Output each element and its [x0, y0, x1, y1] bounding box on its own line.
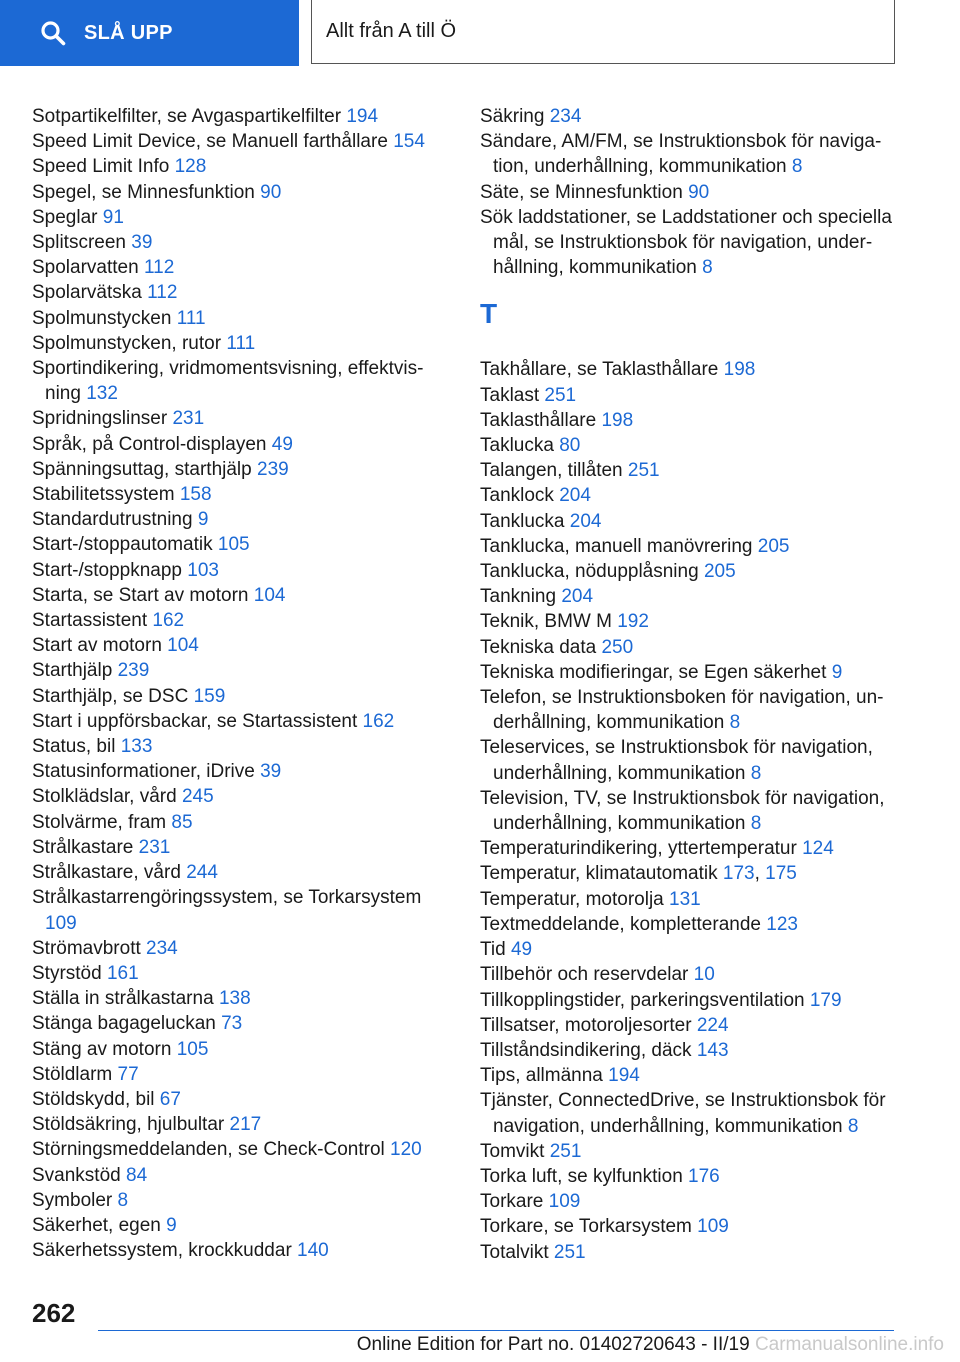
index-entry-term: Säkerhet, egen	[32, 1214, 161, 1236]
index-entry	[32, 608, 442, 633]
page-number: 262	[32, 1298, 76, 1328]
page-reference-link[interactable]: 105	[176, 1038, 209, 1060]
index-entry	[480, 408, 910, 433]
index-group-t	[480, 357, 910, 1264]
page-reference-link[interactable]: 49	[271, 433, 293, 455]
page-reference-link[interactable]: 143	[696, 1039, 729, 1061]
index-entry	[480, 660, 910, 685]
index-entry-term: Telefon, se Instruktionsboken för navigation, underhållning, kommunikation	[480, 687, 884, 734]
index-entry	[32, 1137, 442, 1162]
page-reference-link[interactable]: 251	[627, 460, 660, 482]
page-reference-link[interactable]: 162	[362, 710, 395, 732]
page-reference-link[interactable]: 231	[172, 408, 205, 430]
index-entry	[32, 230, 442, 255]
page-reference-link[interactable]: 234	[549, 106, 582, 127]
edition-text: Online Edition for Part no. 01402720643 - II/19	[356, 1334, 750, 1355]
index-entry	[32, 356, 442, 406]
index-entry-term: Start av motorn	[32, 635, 162, 657]
index-entry	[32, 280, 442, 305]
page-reference-link[interactable]: 138	[218, 988, 251, 1010]
page-reference-link[interactable]: 104	[167, 635, 199, 657]
page-reference-link[interactable]: 244	[186, 862, 218, 884]
index-entry-term: Stöldlarm	[32, 1063, 113, 1085]
page-reference-link[interactable]: 77	[117, 1063, 139, 1085]
index-entry	[32, 1037, 442, 1062]
page-reference-link[interactable]: 8	[847, 1115, 859, 1137]
index-entry-term: Temperatur, motorolja	[480, 888, 664, 910]
index-entry-term: Spolarvätska	[32, 282, 142, 304]
index-entry-term: Säkring	[480, 106, 545, 127]
index-entry-term: Stolvärme, fram	[32, 811, 167, 833]
index-entry-term: Tillkopplingstider, parkeringsventilation	[480, 989, 805, 1011]
page-reference-link[interactable]: 176	[688, 1165, 720, 1187]
index-entry-term: Stöldsäkring, hjulbultar	[32, 1114, 225, 1136]
index-entry: Temperatur, klimatautomatik 173, 175	[480, 863, 797, 885]
page-reference-link[interactable]: 175	[765, 863, 797, 885]
page-reference-link[interactable]: 251	[553, 1241, 586, 1263]
page-reference-link[interactable]: 67	[159, 1088, 181, 1110]
index-entry	[32, 759, 442, 784]
index-entry	[32, 583, 442, 608]
index-entry	[32, 457, 442, 482]
index-entry	[480, 509, 910, 534]
index-entry-term: Sotpartikelfilter, se Avgaspartikelfilter	[32, 106, 342, 127]
index-entry-term: Talangen, tillåten	[480, 460, 623, 482]
page-reference-link[interactable]: 8	[702, 257, 713, 279]
index-entry	[480, 836, 910, 861]
page-reference-link[interactable]: 80	[559, 435, 581, 457]
index-entry-term: Svankstöd	[32, 1164, 121, 1186]
index-entry-term: Säkerhetssystem, krockkuddar	[32, 1240, 292, 1262]
page-reference-link[interactable]: 128	[174, 156, 207, 178]
index-entry	[32, 1238, 442, 1263]
page-reference-link[interactable]: 173	[722, 863, 755, 885]
page-reference-link[interactable]: 124	[802, 838, 834, 860]
index-entry	[480, 937, 910, 962]
page-reference-link[interactable]: 73	[221, 1013, 243, 1035]
index-entry-term: Starthjälp	[32, 660, 113, 682]
page-reference-link[interactable]: 194	[608, 1065, 640, 1087]
page-reference-link[interactable]: 120	[390, 1139, 422, 1161]
index-entry	[32, 1087, 442, 1112]
index-entry-term: Sök laddstationer, se Laddstationer och speciella mål, se Instruktionsbok för navigation, underhållning, kommunikation	[480, 206, 892, 279]
index-entry-term: Störningsmeddelanden, se Check-Control	[32, 1139, 385, 1161]
index-entry	[32, 810, 442, 835]
index-entry-term: Speglar	[32, 206, 98, 228]
page-reference-link[interactable]: 234	[146, 937, 178, 959]
index-entry-term: Tanklucka, manuell manövrering	[480, 535, 753, 557]
index-entry	[32, 532, 442, 557]
index-entry	[480, 1038, 910, 1063]
index-entry-term: Torkare, se Torkarsystem	[480, 1216, 692, 1238]
footer-edition	[357, 1334, 944, 1356]
page-reference-link[interactable]: 90	[260, 181, 282, 203]
footer-divider	[98, 1330, 894, 1331]
page-reference-link[interactable]: 251	[549, 1140, 582, 1162]
page-reference-link[interactable]: 205	[757, 535, 790, 557]
page-reference-link[interactable]: 224	[696, 1014, 729, 1036]
index-entry	[32, 1011, 442, 1036]
index-column-right	[480, 104, 910, 1265]
index-entry-term: Strålkastarrengöringssystem, se Torkarsystem	[32, 887, 422, 909]
index-entry	[32, 684, 442, 709]
page-reference-link[interactable]: 9	[831, 661, 843, 683]
page-reference-link[interactable]: 204	[561, 586, 594, 608]
index-entry	[480, 383, 910, 408]
index-entry-term: Spänningsuttag, starthjälp	[32, 458, 252, 480]
page-reference-link[interactable]: 204	[569, 510, 602, 532]
page-reference-link[interactable]: 204	[559, 485, 591, 507]
index-entry-term: Totalvikt	[480, 1241, 549, 1263]
page-reference-link[interactable]: 8	[729, 712, 741, 734]
top-bar	[0, 0, 960, 66]
index-entry-term: Sändare, AM/FM, se Instruktionsbok för navigation, underhållning, kommunikation	[480, 131, 882, 178]
index-entry-term: Strömavbrott	[32, 937, 141, 959]
index-entry	[32, 205, 442, 230]
page-reference-link[interactable]: 112	[147, 282, 178, 304]
index-entry-term: Tanklucka, nödupplåsning	[480, 561, 699, 583]
index-entry-term: Stöldskydd, bil	[32, 1088, 155, 1110]
page-reference-link[interactable]: 133	[120, 736, 153, 758]
index-entry	[480, 129, 910, 179]
index-entry-term: Spolmunstycken	[32, 307, 172, 329]
index-entry	[480, 962, 910, 987]
page-reference-link[interactable]: 162	[152, 610, 185, 632]
page-reference-link[interactable]: 85	[171, 811, 193, 833]
index-entry-term: Spolmunstycken, rutor	[32, 332, 222, 354]
index-entry	[480, 357, 910, 382]
index-entry-term: Spolarvatten	[32, 257, 139, 279]
index-entry	[480, 735, 910, 785]
index-entry	[480, 609, 910, 634]
index-entry-term: Splitscreen	[32, 232, 126, 254]
index-entry-term: Textmeddelande, kompletterande	[480, 913, 761, 935]
index-entry	[480, 433, 910, 458]
section-title: Allt från A till Ö	[326, 20, 457, 42]
index-entry-term: Ställa in strålkastarna	[32, 988, 214, 1010]
page-reference-link[interactable]: 91	[102, 206, 124, 228]
page-reference-link[interactable]: 84	[126, 1164, 148, 1186]
index-entry	[32, 936, 442, 961]
page-reference-link[interactable]: 8	[117, 1189, 129, 1211]
search-button[interactable]	[0, 0, 299, 66]
index-entry-term: Språk, på Control-displayen	[32, 433, 267, 455]
index-entry	[32, 255, 442, 280]
index-entry-term: Television, TV, se Instruktionsbok för navigation, underhållning, kommunikation	[480, 787, 885, 835]
page-reference-link[interactable]: 159	[193, 685, 226, 707]
index-entry	[32, 154, 442, 179]
index-entry	[480, 584, 910, 609]
index-entry	[32, 331, 442, 356]
page-reference-link[interactable]: 131	[669, 888, 701, 910]
page-reference-link[interactable]: 9	[197, 509, 209, 531]
index-entry	[480, 458, 910, 483]
index-entry	[480, 1164, 910, 1189]
section-letter-heading: T	[480, 298, 498, 330]
index-entry-term: Statusinformationer, iDrive	[32, 761, 255, 783]
index-entry-term: Spridningslinser	[32, 408, 168, 430]
index-entry	[480, 559, 910, 584]
page-reference-link[interactable]: 140	[297, 1240, 329, 1262]
index-entry	[32, 885, 442, 935]
index-entry	[480, 912, 910, 937]
index-entry-term: Symboler	[32, 1189, 113, 1211]
page-reference-link[interactable]: 198	[601, 409, 634, 431]
index-entry-term: Tillståndsindikering, däck	[480, 1039, 692, 1061]
page-reference-link[interactable]: 109	[548, 1191, 581, 1213]
index-entry	[480, 1189, 910, 1214]
index-entry-term: Spegel, se Minnesfunktion	[32, 181, 255, 203]
index-entry-term: Torkare	[480, 1191, 544, 1213]
search-icon	[40, 20, 66, 46]
index-entry-term: Tanklucka	[480, 510, 565, 532]
index-entry-term: Standardutrustning	[32, 509, 193, 531]
index-entry	[32, 306, 442, 331]
page-reference-link[interactable]: 112	[143, 257, 175, 279]
index-entry-term: Tjänster, ConnectedDrive, se Instruktionsbok för navigation, underhållning, kommunikation	[480, 1090, 886, 1137]
index-entry-term: Takhållare, se Taklasthållare	[480, 359, 719, 381]
index-entry-term: Taklasthållare	[480, 409, 597, 431]
page-reference-link[interactable]: 105	[217, 534, 250, 556]
index-entry-term: Tid	[480, 939, 506, 961]
page-reference-link[interactable]: 8	[750, 762, 762, 784]
index-entry-term: Start i uppförsbackar, se Startassistent	[32, 710, 358, 732]
index-entry	[32, 784, 442, 809]
index-entry	[32, 129, 442, 154]
page-reference-link[interactable]: 111	[176, 307, 206, 329]
index-entry-term: Start-/stoppknapp	[32, 559, 182, 581]
page-reference-link[interactable]: 104	[253, 584, 286, 606]
page-reference-link[interactable]: 192	[617, 611, 649, 633]
index-entry	[480, 1214, 910, 1239]
page-reference-link[interactable]: 251	[544, 384, 577, 406]
page-reference-link[interactable]: 250	[601, 636, 634, 658]
index-entry-term: Strålkastare, vård	[32, 862, 181, 884]
index-entry	[32, 432, 442, 457]
index-entry	[32, 1062, 442, 1087]
page-reference-link[interactable]: 231	[138, 836, 171, 858]
watermark-text: Carmanualsonline.info	[754, 1334, 944, 1355]
page-reference-link[interactable]: 8	[750, 813, 762, 835]
index-entry	[480, 635, 910, 660]
index-entry	[32, 709, 442, 734]
index-entry	[32, 1188, 442, 1213]
index-entry-term: Temperatur, klimatautomatik	[480, 863, 718, 885]
index-entry	[32, 1112, 442, 1137]
page-reference-link[interactable]: 8	[791, 156, 803, 178]
index-entry-term: Startassistent	[32, 610, 148, 632]
index-entry-term: Tekniska data	[480, 636, 597, 658]
page-reference-link[interactable]: 217	[229, 1114, 262, 1136]
index-entry	[32, 734, 442, 759]
index-entry-term: Starta, se Start av motorn	[32, 584, 249, 606]
index-entry	[480, 180, 910, 205]
page-reference-link[interactable]: 49	[510, 939, 533, 961]
page-reference-link[interactable]: 111	[226, 332, 256, 354]
index-entry	[32, 104, 442, 129]
index-entry-term: Speed Limit Info	[32, 156, 170, 178]
index-entry	[32, 658, 442, 683]
index-entry-term: Teknik, BMW M	[480, 611, 612, 633]
index-entry	[480, 887, 910, 912]
index-entry-term: Temperaturindikering, yttertemperatur	[480, 838, 797, 860]
page-reference-link[interactable]: 109	[45, 912, 77, 934]
page-reference-link[interactable]: 39	[131, 232, 153, 254]
index-entry	[32, 180, 442, 205]
section-title-tab[interactable]	[311, 0, 895, 64]
index-entry	[480, 988, 910, 1013]
page-reference-link[interactable]: 194	[346, 106, 379, 127]
page-reference-link[interactable]: 205	[703, 561, 736, 583]
search-button-label: SLÅ UPP	[84, 21, 173, 44]
index-entry	[32, 1213, 442, 1238]
page-reference-link[interactable]: 161	[106, 962, 139, 984]
index-entry	[32, 1163, 442, 1188]
index-entry	[32, 633, 442, 658]
index-entry	[32, 558, 442, 583]
index-column-left	[32, 104, 442, 1263]
index-group-s	[480, 104, 910, 280]
index-entry	[480, 104, 910, 129]
index-entry-term: Speed Limit Device, se Manuell farthållare	[32, 131, 388, 153]
index-entry-term: Teleservices, se Instruktionsbok för navigation, underhållning, kommunikation	[480, 737, 873, 784]
index-entry	[32, 406, 442, 431]
index-entry-term: Tillsatser, motoroljesorter	[480, 1014, 692, 1036]
page-reference-link[interactable]: 10	[693, 964, 715, 986]
index-entry	[480, 786, 910, 836]
index-entry-term: Tillbehör och reservdelar	[480, 964, 689, 986]
index-entry	[480, 205, 910, 281]
index-entry	[480, 1088, 910, 1138]
index-entry	[480, 1139, 910, 1164]
index-entry-term: Tips, allmänna	[480, 1065, 603, 1087]
page-reference-link[interactable]: 109	[697, 1216, 729, 1238]
index-entry-term: Stolklädslar, vård	[32, 786, 177, 808]
index-entry-term: Styrstöd	[32, 962, 102, 984]
page-reference-link[interactable]: 239	[117, 660, 150, 682]
page-reference-link[interactable]: 198	[723, 359, 756, 381]
index-entry-term: Stänga bagageluckan	[32, 1013, 216, 1035]
index-entry	[480, 534, 910, 559]
index-entry	[32, 482, 442, 507]
index-entry	[480, 1063, 910, 1088]
index-entry-term: Stabilitetssystem	[32, 484, 175, 506]
index-entry	[32, 507, 442, 532]
page-reference-link[interactable]: 103	[187, 559, 219, 581]
page-reference-link[interactable]: 132	[86, 383, 118, 405]
page-reference-link[interactable]: 123	[766, 913, 798, 935]
index-entry-term: Tekniska modifieringar, se Egen säkerhet	[480, 661, 827, 683]
index-entry	[32, 986, 442, 1011]
page-reference-link[interactable]: 158	[179, 484, 212, 506]
index-entry-term: Torka luft, se kylfunktion	[480, 1165, 683, 1187]
index-entry-term: Status, bil	[32, 736, 116, 758]
page-reference-link[interactable]: 239	[257, 458, 289, 480]
index-entry-term: Start-/stoppautomatik	[32, 534, 213, 556]
page-reference-link[interactable]: 245	[181, 786, 214, 808]
index-entry-term: Taklucka	[480, 435, 554, 457]
index-entry-term: Taklast	[480, 384, 540, 406]
index-entry-term: Tomvikt	[480, 1140, 545, 1162]
index-entry	[32, 860, 442, 885]
page-reference-link[interactable]: 90	[688, 181, 710, 203]
index-entry	[480, 483, 910, 508]
page-reference-link[interactable]: 39	[260, 761, 282, 783]
index-entry	[32, 835, 442, 860]
page-reference-link[interactable]: 9	[166, 1214, 177, 1236]
index-entry	[480, 1013, 910, 1038]
index-entry	[32, 961, 442, 986]
index-entry-term: Sportindikering, vridmomentsvisning, effektvisning	[32, 358, 424, 405]
index-entry-term: Strålkastare	[32, 836, 134, 858]
page-reference-link[interactable]: 154	[393, 131, 425, 153]
index-entry	[480, 685, 910, 735]
index-entry-term: Stäng av motorn	[32, 1038, 172, 1060]
index-entry-term: Tankning	[480, 586, 557, 608]
index-entry-term: Säte, se Minnesfunktion	[480, 181, 683, 203]
index-entry-term: Starthjälp, se DSC	[32, 685, 189, 707]
index-entry	[480, 1240, 910, 1265]
page-reference-link[interactable]: 179	[809, 989, 842, 1011]
index-entry-term: Tanklock	[480, 485, 554, 507]
